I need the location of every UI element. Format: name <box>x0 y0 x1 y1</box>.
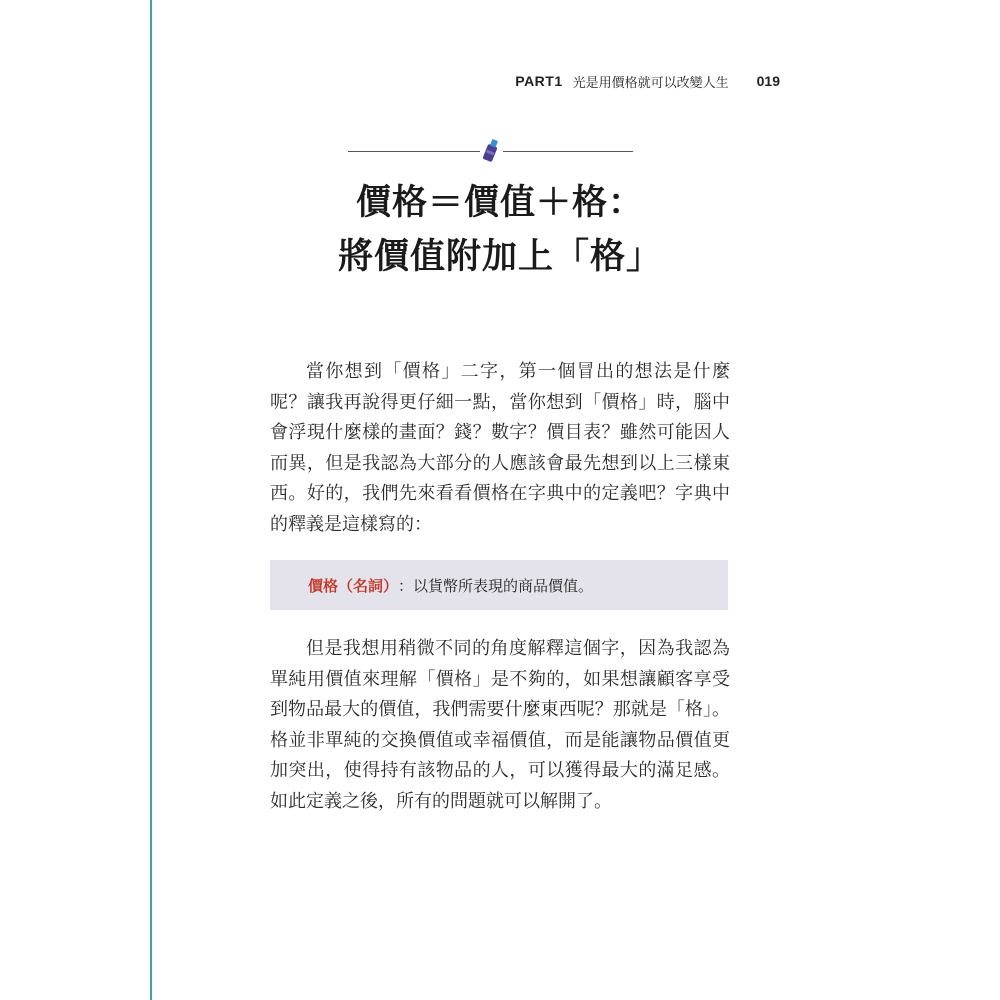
running-header <box>470 70 780 92</box>
definition-text: ：以貨幣所表現的商品價值。 <box>398 576 594 595</box>
paragraph-text: 但是我想用稍微不同的角度解釋這個字，因為我認為單純用價值來理解「價格」是不夠的，如果想讓顧客享受到物品最大的價值，我們需要什麼東西呢？那就是「格」。格並非單純的交換價值或幸福價值，而是能讓物品價值更加突出，使得持有該物品的人，可以獲得最大的滿足感。如此定義之後，所有的問題就可以解開了。 <box>270 638 730 812</box>
chapter-title-line2: 將價值附加上「格」 <box>337 237 662 277</box>
header-part-title: 光是用價格就可以改變人生 <box>572 75 729 91</box>
title-rule-left <box>348 151 480 152</box>
paragraph-text: 當你想到「價格」二字，第一個冒出的想法是什麼呢？讓我再說得更仔細一點，當你想到「價格」時，腦中會浮現什麼樣的畫面？錢？數字？價目表？雖然可能因人而異，但是我認為大部分的人應該會最先想到以上三樣東西。好的，我們先來看看價格在字典中的定義吧？字典中的釋義是這樣寫的： <box>270 361 730 535</box>
title-rule-right <box>503 151 633 152</box>
body-paragraph-2 <box>270 634 730 817</box>
chapter-title-line1: 價格＝價值＋格： <box>355 183 644 223</box>
page-number: 019 <box>756 73 780 89</box>
definition-box <box>270 560 728 610</box>
definition-term: 價格（名詞） <box>308 576 399 595</box>
chapter-title <box>270 176 730 284</box>
marker-pen-icon <box>481 137 501 163</box>
header-part-label: PART1 <box>515 73 563 89</box>
page-gutter-line <box>150 0 152 1000</box>
body-paragraph-1 <box>270 357 730 540</box>
